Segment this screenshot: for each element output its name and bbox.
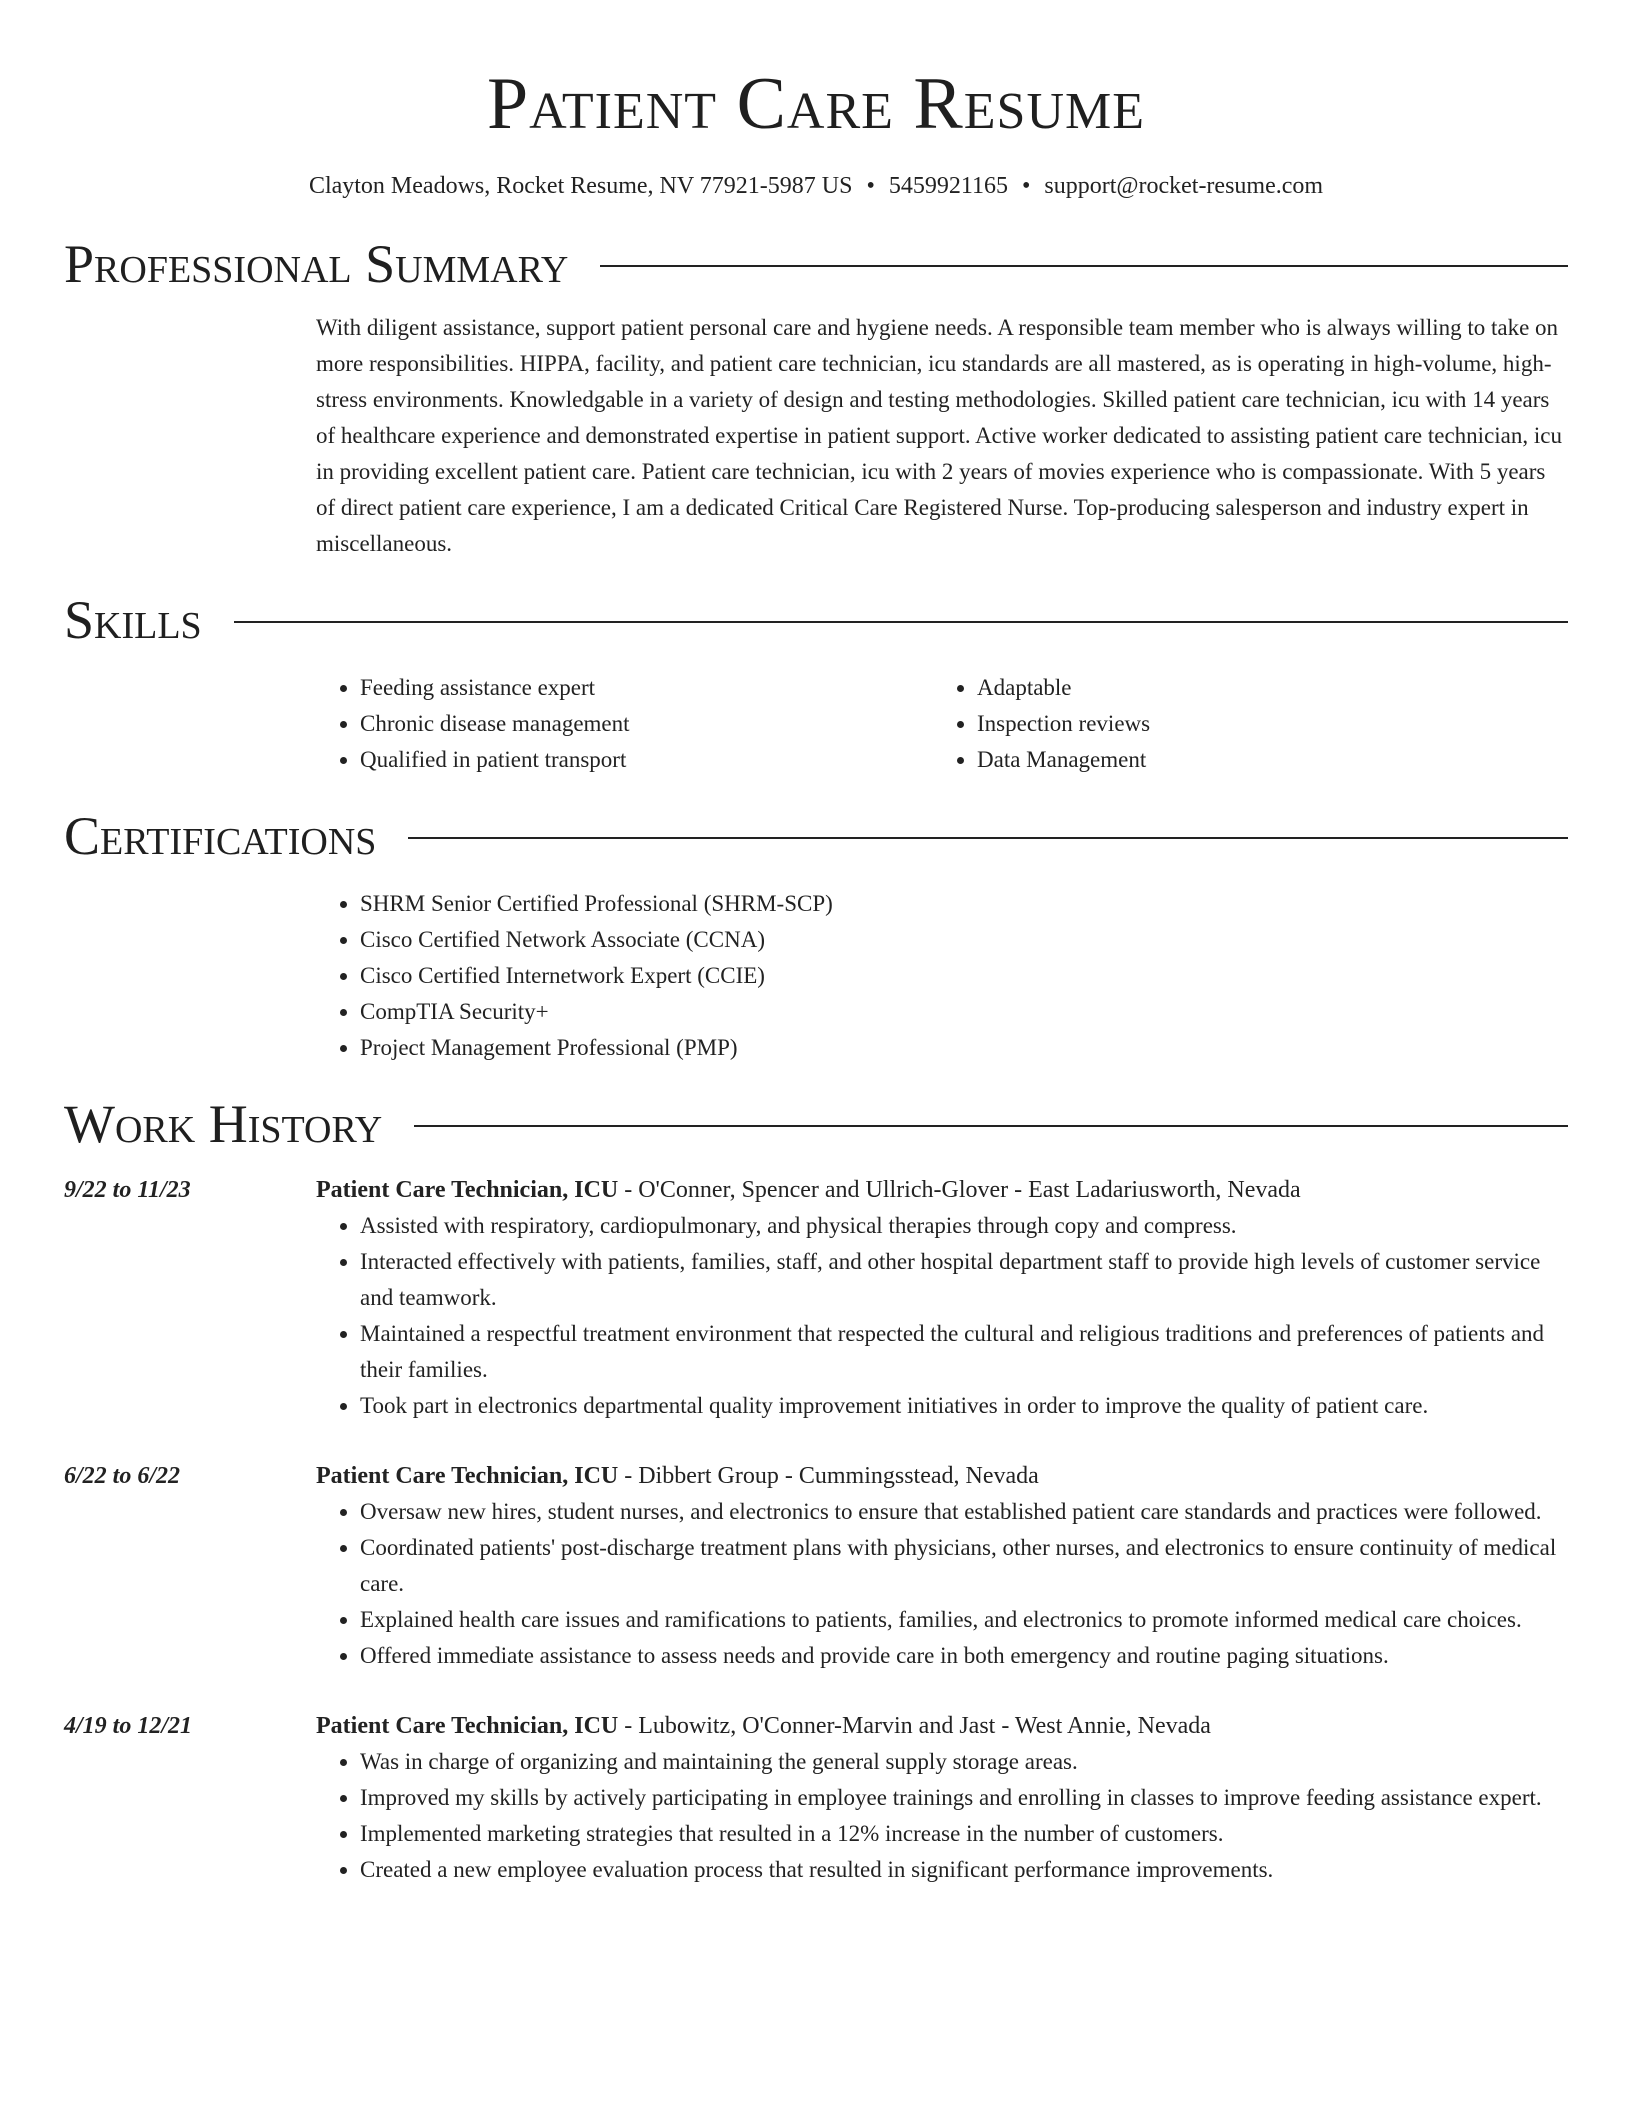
job-bullet: • Oversaw new hires, student nurses, and electronics to ensure that established patient care standards and practices were followed. <box>360 1494 1568 1530</box>
section-divider <box>408 837 1568 839</box>
job-title: Patient Care Technician, ICU <box>316 1463 619 1489</box>
section-divider <box>234 621 1568 623</box>
job-bullet: • Implemented marketing strategies that resulted in a 12% increase in the number of customers. <box>360 1816 1568 1852</box>
job-bullets <box>316 1494 1568 1674</box>
job-bullet: • Coordinated patients' post-discharge treatment plans with physicians, other nurses, and electronics to ensure continuity of medical care. <box>360 1530 1568 1602</box>
summary-header <box>64 232 1568 296</box>
skill-item: • Inspection reviews <box>977 706 1550 742</box>
job-dates: 9/22 to 11/23 <box>64 1177 191 1203</box>
section-divider <box>414 1125 1568 1127</box>
resume-title: Patient Care Resume <box>486 63 1146 145</box>
job-bullet: • Improved my skills by actively participating in employee trainings and enrolling in classes to improve feeding assistance expert. <box>360 1780 1568 1816</box>
job-bullet: • Offered immediate assistance to assess needs and provide care in both emergency and routine paging situations. <box>360 1638 1568 1674</box>
skills-column-left <box>316 670 933 778</box>
job-bullet: • Was in charge of organizing and maintaining the general supply storage areas. <box>360 1744 1568 1780</box>
job-bullets <box>316 1208 1568 1424</box>
job-bullet: • Explained health care issues and ramifications to patients, families, and electronics to promote informed medical care choices. <box>360 1602 1568 1638</box>
job-bullet: • Interacted effectively with patients, families, staff, and other hospital department staff to provide high levels of customer service and teamwork. <box>360 1244 1568 1316</box>
certification-item: • CompTIA Security+ <box>360 994 1568 1030</box>
job-bullet: • Maintained a respectful treatment environment that respected the cultural and religious traditions and preferences of patients and their families. <box>360 1316 1568 1388</box>
summary-heading: Professional Summary <box>64 234 569 294</box>
certification-item: • Project Management Professional (PMP) <box>360 1030 1568 1066</box>
job-entry <box>64 1458 1568 1674</box>
certification-item: • SHRM Senior Certified Professional (SHRM-SCP) <box>360 886 1568 922</box>
certification-item: • Cisco Certified Network Associate (CCNA) <box>360 922 1568 958</box>
job-entry <box>64 1172 1568 1424</box>
job-bullets <box>316 1744 1568 1888</box>
job-main <box>316 1458 1568 1674</box>
job-dates: 6/22 to 6/22 <box>64 1463 181 1489</box>
skills-heading: Skills <box>64 590 202 650</box>
work-history-header <box>64 1092 1568 1156</box>
summary-text: With diligent assistance, support patient personal care and hygiene needs. A responsible team member who is always willing to take on more responsibilities. HIPPA, facility, and patient care technician, icu standards are all mastered, as is operating in high-volume, high-stress environments. Knowledgable in a variety of design and testing methodologies. Skilled patient care technician, icu with 14 years of healthcare experience and demonstrated expertise in patient support. Active worker dedicated to assisting patient care technician, icu in providing excellent patient care. Patient care technician, icu with 2 years of movies experience who is compassionate. With 5 years of direct patient care experience, I am a dedicated Critical Care Registered Nurse. Top-producing salesperson and industry expert in miscellaneous. <box>316 315 1562 556</box>
job-dates: 4/19 to 12/21 <box>64 1713 193 1739</box>
work-history-section <box>64 1092 1568 1888</box>
job-employer: - Dibbert Group - Cummingsstead, Nevada <box>618 1463 1039 1489</box>
certifications-section <box>64 804 1568 1066</box>
contact-separator: • <box>1021 173 1031 199</box>
contact-email: support@rocket-resume.com <box>1044 173 1324 199</box>
skills-section <box>64 588 1568 778</box>
skill-item: • Adaptable <box>977 670 1550 706</box>
certifications-heading: Certifications <box>64 806 377 866</box>
contact-separator: • <box>866 173 875 199</box>
skills-body <box>316 670 1568 778</box>
certifications-header <box>64 804 1568 868</box>
job-employer: - O'Conner, Spencer and Ullrich-Glover - East Ladariusworth, Nevada <box>618 1177 1301 1203</box>
summary-section <box>64 232 1568 562</box>
job-headline <box>316 1172 1568 1208</box>
certification-item: • Cisco Certified Internetwork Expert (CCIE) <box>360 958 1568 994</box>
contact-line <box>64 170 1568 202</box>
summary-body <box>316 310 1568 562</box>
job-main <box>316 1708 1568 1888</box>
job-bullet: • Created a new employee evaluation process that resulted in significant performance improvements. <box>360 1852 1568 1888</box>
job-entry <box>64 1708 1568 1888</box>
job-headline <box>316 1708 1568 1744</box>
skill-item: • Data Management <box>977 742 1550 778</box>
job-headline <box>316 1458 1568 1494</box>
job-bullet: • Assisted with respiratory, cardiopulmonary, and physical therapies through copy and compress. <box>360 1208 1568 1244</box>
job-bullet: • Took part in electronics departmental quality improvement initiatives in order to improve the quality of patient care. <box>360 1388 1568 1424</box>
contact-address: Clayton Meadows, Rocket Resume, NV 77921-5987 US <box>308 173 853 199</box>
skill-item: • Qualified in patient transport <box>360 742 933 778</box>
skills-header <box>64 588 1568 652</box>
job-employer: - Lubowitz, O'Conner-Marvin and Jast - West Annie, Nevada <box>618 1713 1211 1739</box>
skills-column-right <box>933 670 1550 778</box>
contact-phone: 5459921165 <box>888 173 1008 199</box>
section-divider <box>600 265 1568 267</box>
skill-item: • Chronic disease management <box>360 706 933 742</box>
skill-item: • Feeding assistance expert <box>360 670 933 706</box>
job-title: Patient Care Technician, ICU <box>316 1177 619 1203</box>
work-history-heading: Work History <box>64 1094 383 1154</box>
job-title: Patient Care Technician, ICU <box>316 1713 619 1739</box>
certifications-body <box>316 886 1568 1066</box>
job-main <box>316 1172 1568 1424</box>
